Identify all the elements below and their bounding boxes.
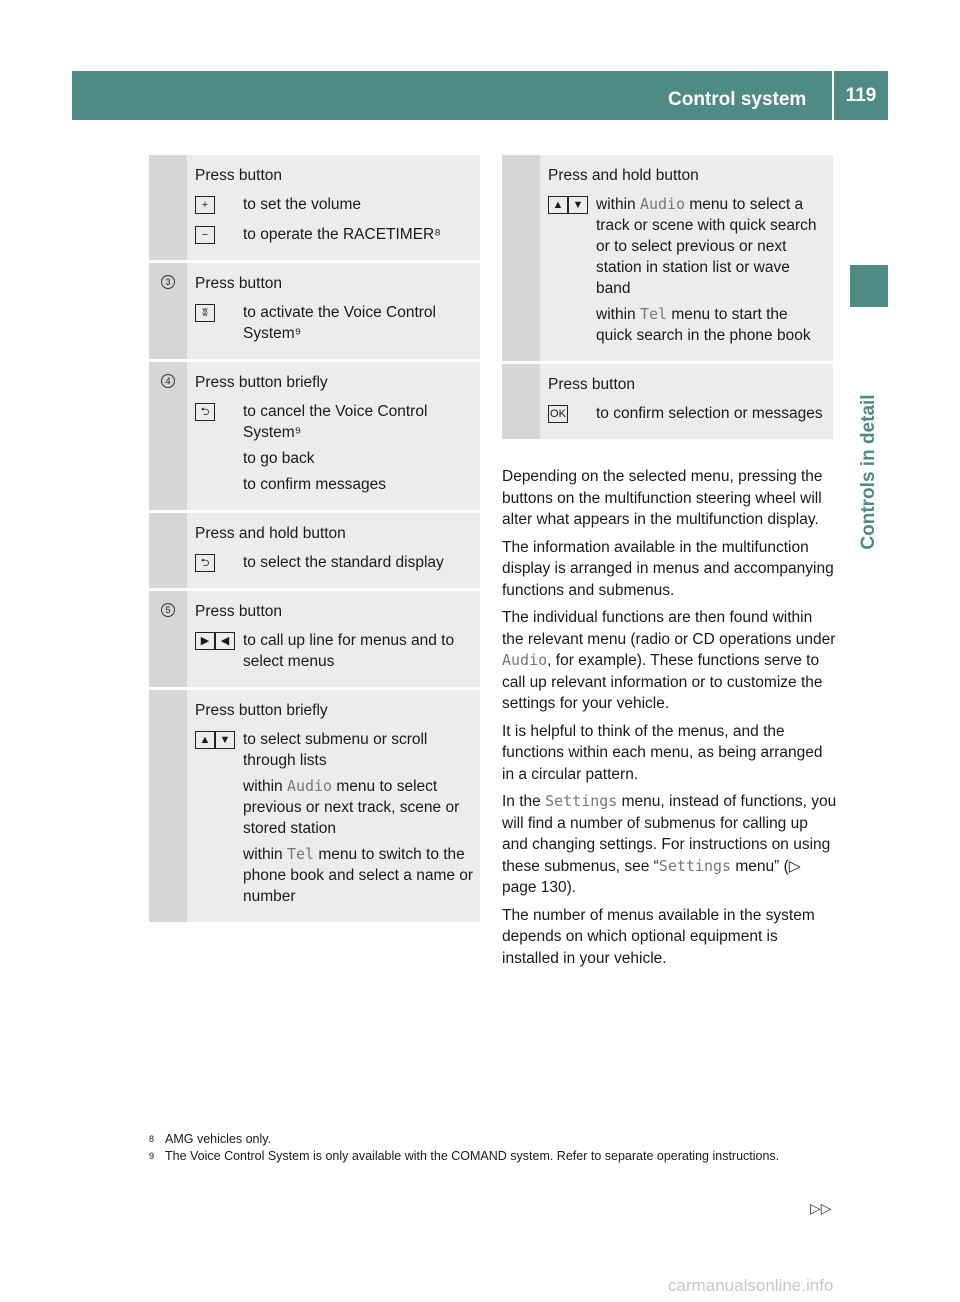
row-number-cell <box>502 155 540 361</box>
page-number: 119 <box>834 71 888 120</box>
row-content <box>187 263 480 359</box>
row-instruction: Press button <box>195 603 283 620</box>
button-item <box>195 302 474 349</box>
row-instruction: Press button <box>195 167 283 184</box>
row-instruction: Press and hold button <box>548 167 699 184</box>
row-number-cell <box>149 263 187 359</box>
table-row <box>149 362 480 513</box>
row-number-cell <box>149 513 187 588</box>
button-item <box>195 630 474 677</box>
table-row <box>502 155 833 364</box>
button-description: to call up line for menus and to select menus <box>243 632 455 670</box>
callout-number: 4 <box>161 374 175 388</box>
menu-name: Audio <box>286 777 333 795</box>
right-button-table <box>502 155 833 439</box>
button-description: to set the volume <box>243 196 362 213</box>
button-description: within Tel menu to start the quick search in the phone book <box>596 305 811 344</box>
steering-key-icon: ▶ <box>195 632 215 650</box>
button-description: to activate the Voice Control System⁹ <box>243 304 437 342</box>
button-description: to confirm messages <box>243 476 386 493</box>
footnote <box>149 1148 829 1165</box>
button-description: to cancel the Voice Control System⁹ <box>243 403 428 441</box>
button-item <box>548 194 827 351</box>
body-paragraph: The number of menus available in the system depends on which optional equipment is installed in your vehicle. <box>502 906 815 967</box>
table-row <box>149 591 480 690</box>
callout-number: 3 <box>161 275 175 289</box>
button-description: within Audio menu to select a track or scene with quick search or to select previous or next station in station list or wave band <box>596 195 817 297</box>
row-content <box>187 591 480 687</box>
table-row <box>149 155 480 263</box>
button-item <box>195 194 474 220</box>
footnotes <box>149 1131 829 1165</box>
button-item <box>195 552 474 578</box>
row-instruction: Press and hold button <box>195 525 346 542</box>
row-number-cell <box>502 364 540 439</box>
left-button-table <box>149 155 480 922</box>
row-content <box>540 155 833 361</box>
page-title: Control system <box>668 89 807 110</box>
footnote-mark: 8 <box>149 1134 155 1144</box>
button-description: to confirm selection or messages <box>596 405 823 422</box>
body-paragraph: In the Settings menu, instead of functions, you will find a number of submenus for calling up and changing settings. For instructions on using these submenus, see “Settings menu” (▷ page 130). <box>502 792 837 896</box>
row-content <box>187 690 480 922</box>
row-number-cell <box>149 155 187 260</box>
menu-name: Audio <box>502 651 548 669</box>
steering-key-icon: ▲ <box>195 731 215 749</box>
button-description: to select submenu or scroll through lists <box>243 731 428 769</box>
row-instruction: Press button briefly <box>195 702 328 719</box>
steering-key-icon: + <box>195 196 215 214</box>
steering-key-icon: ▼ <box>215 731 235 749</box>
callout-number: 5 <box>161 603 175 617</box>
body-paragraph: It is helpful to think of the menus, and the functions within each menu, as being arranged in a circular pattern. <box>502 722 823 783</box>
row-content <box>187 513 480 588</box>
menu-name: Tel <box>286 845 315 863</box>
footnote-mark: 9 <box>149 1151 155 1161</box>
body-paragraph: The information available in the multifunction display is arranged in menus and accompanying functions and submenus. <box>502 538 834 599</box>
button-item <box>548 403 827 429</box>
watermark: carmanualsonline.info <box>668 1276 834 1295</box>
button-item <box>195 729 474 912</box>
steering-key-icon: OK <box>548 405 568 423</box>
section-label: Controls in detail <box>858 394 879 550</box>
table-row <box>149 513 480 591</box>
body-paragraph: The individual functions are then found within the relevant menu (radio or CD operations under Audio, for example). These functions serve to call up relevant information or to customize the settings for your vehicle. <box>502 609 836 712</box>
menu-name: Settings <box>658 856 732 875</box>
steering-key-icon: ▼ <box>568 196 588 214</box>
body-text <box>502 466 838 975</box>
side-tab-marker <box>850 265 888 307</box>
steering-key-icon: − <box>195 226 215 244</box>
row-instruction: Press button <box>548 376 636 393</box>
row-number-cell <box>149 591 187 687</box>
table-row <box>149 690 480 922</box>
table-row <box>149 263 480 362</box>
row-instruction: Press button briefly <box>195 374 328 391</box>
steering-key-icon: ⮌ <box>195 403 215 421</box>
button-description: within Audio menu to select previous or next track, scene or stored station <box>243 777 460 837</box>
footnote-text: The Voice Control System is only available with the COMAND system. Refer to separate operating instructions. <box>165 1149 780 1163</box>
button-description: to select the standard display <box>243 554 444 571</box>
menu-name: Tel <box>639 305 668 323</box>
footnote-text: AMG vehicles only. <box>165 1132 272 1146</box>
footnote <box>149 1131 829 1148</box>
steering-key-icon: ʬ <box>195 304 215 322</box>
menu-name: Audio <box>639 195 686 213</box>
continue-mark: ▷▷ <box>810 1200 832 1216</box>
button-item <box>195 401 474 500</box>
button-item <box>195 224 474 250</box>
menu-name: Settings <box>545 792 618 810</box>
steering-key-icon: ⮌ <box>195 554 215 572</box>
row-instruction: Press button <box>195 275 283 292</box>
row-content <box>187 362 480 510</box>
body-paragraph: Depending on the selected menu, pressing the buttons on the multifunction steering wheel will alter what appears in the multifunction display. <box>502 468 823 528</box>
button-description: to go back <box>243 450 315 467</box>
table-row <box>502 364 833 439</box>
row-number-cell <box>149 690 187 922</box>
steering-key-icon: ◀ <box>215 632 235 650</box>
row-content <box>540 364 833 439</box>
button-description: to operate the RACETIMER⁸ <box>243 226 441 243</box>
steering-key-icon: ▲ <box>548 196 568 214</box>
row-content <box>187 155 480 260</box>
button-description: within Tel menu to switch to the phone book and select a name or number <box>243 845 474 905</box>
row-number-cell <box>149 362 187 510</box>
